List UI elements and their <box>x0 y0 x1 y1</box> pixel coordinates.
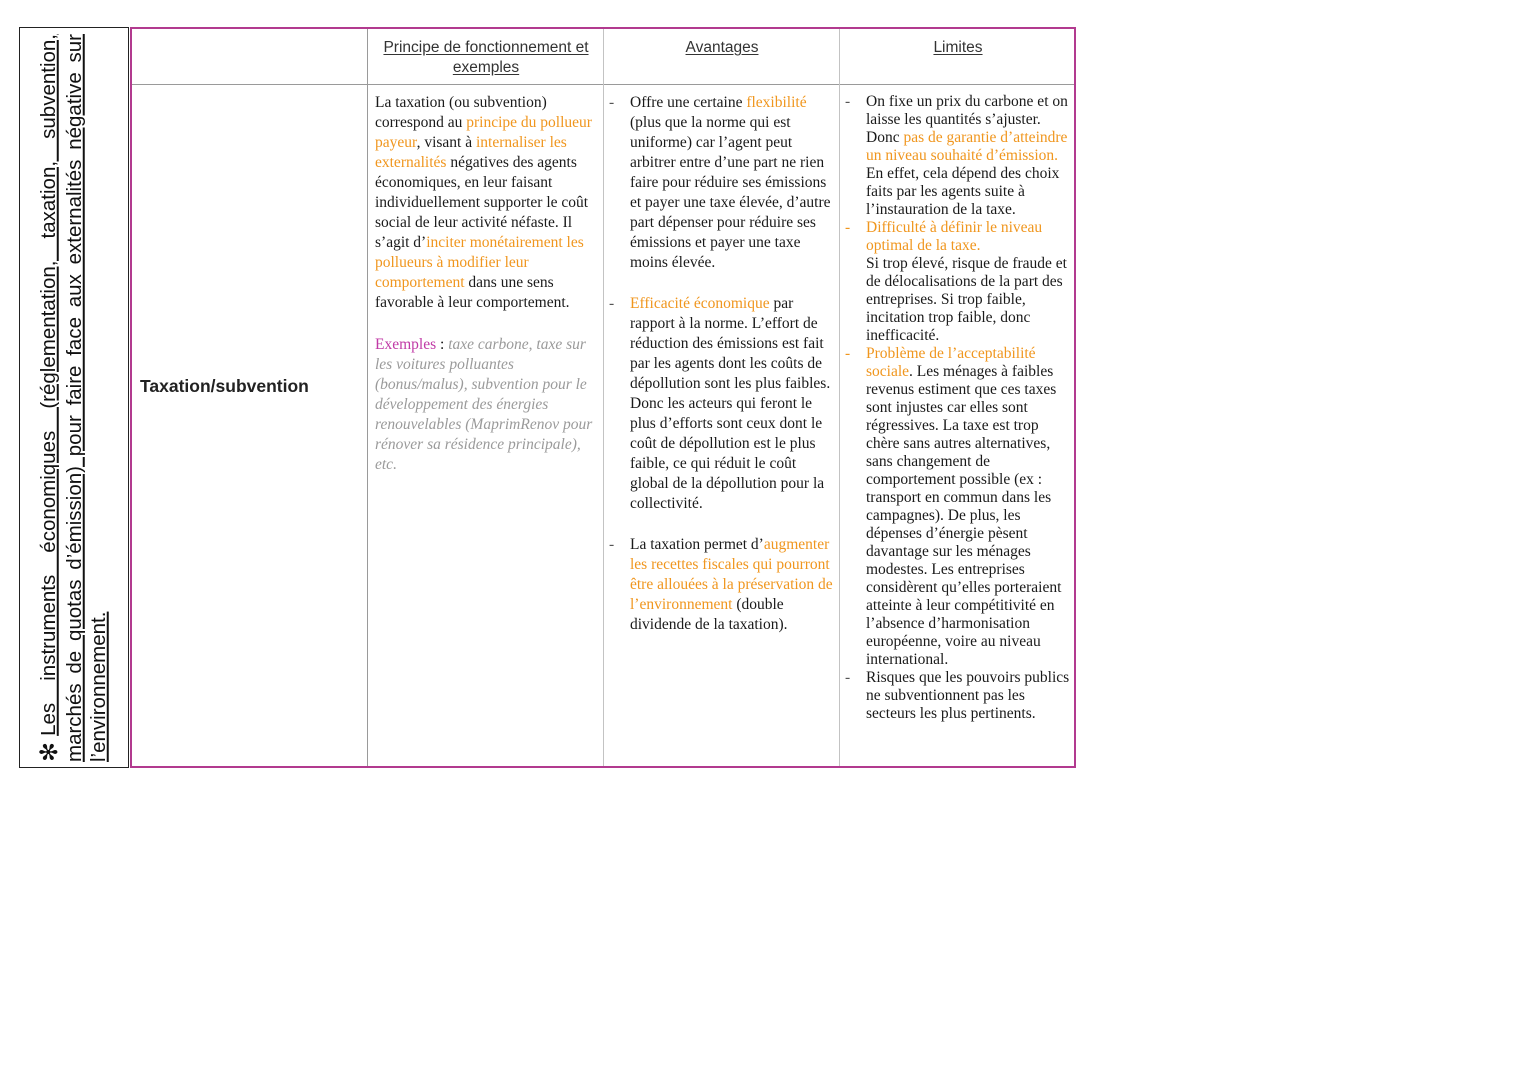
limit-text: Risques que les pouvoirs publics ne subventionnent pas les secteurs les plus pertinents. <box>866 669 1070 722</box>
bullet-dash: - <box>609 295 615 312</box>
advantage-highlight: flexibilité <box>746 94 807 111</box>
cell-limits <box>840 93 1072 723</box>
cell-advantages <box>604 93 834 635</box>
limit-text: . Les ménages à faibles revenus estiment que ces taxes sont injustes car elles sont régressives. La taxe est trop chère sans autres alternatives, sans changement de comportement possible (ex : transport en commun dans les campagnes). De plus, les dépenses d’énergie pèsent davantage sur les ménages modestes. Les entreprises considèrent qu’elles porteraient atteinte à leur compétitivité en l’absence d’harmonisation européenne, voire au niveau international. <box>866 363 1062 668</box>
principle-paragraph <box>375 93 597 313</box>
limit-text: En effet, cela dépend des choix faits par les agents suite à l’instauration de la taxe. <box>866 165 1060 218</box>
examples-text: taxe carbone, taxe sur les voitures polluantes (bonus/malus), subvention pour le développement des énergies renouvelables (MaprimRenov pour rénover sa résidence principale), etc. <box>375 336 593 473</box>
principle-text: , visant à <box>416 134 476 151</box>
side-note-panel <box>19 27 129 768</box>
bullet-dash: - <box>845 93 851 110</box>
advantage-text: La taxation permet d’ <box>630 536 764 553</box>
header-advantages: Avantages <box>685 39 759 56</box>
bullet-dash: - <box>845 669 851 686</box>
side-note-text-block <box>37 34 112 762</box>
limit-highlight: Difficulté à définir le niveau optimal de la taxe. <box>866 219 1043 254</box>
header-limits: Limites <box>933 39 983 56</box>
asterisk-icon: ✻ <box>35 741 63 762</box>
list-item <box>840 669 1072 723</box>
column-divider <box>367 29 368 766</box>
principle-text: La taxation (ou subvention) correspond au <box>375 94 547 131</box>
advantage-highlight: augmenter les recettes fiscales qui pourront être allouées à la préservation de l’environnement <box>630 536 833 613</box>
row-label-taxation: Taxation/subvention <box>140 376 309 396</box>
bullet-dash: - <box>845 219 851 236</box>
bullet-dash: - <box>609 94 615 111</box>
advantage-text: (plus que la norme qui est uniforme) car l’agent peut arbitrer entre d’une part ne rien faire pour réduire ses émissions et payer une taxe élevée, d’autre part dépenser pour réduire ses émissions et payer une taxe moins élevée. <box>630 114 831 271</box>
limit-text: Si trop élevé, risque de fraude et de délocalisations de la part des entreprises. Si trop faible, incitation trop faible, donc inefficacité. <box>866 255 1067 344</box>
principle-highlight: internaliser les externalités <box>375 134 567 171</box>
list-item <box>840 93 1072 219</box>
list-item <box>840 219 1072 345</box>
bullet-dash: - <box>609 536 615 553</box>
limit-highlight: Problème de l’acceptabilité sociale <box>866 345 1036 380</box>
advantage-highlight: Efficacité économique <box>630 295 770 312</box>
advantage-text: par rapport à la norme. L’effort de réduction des émissions est fait par les agents dont les coûts de dépollution sont les plus faibles. Donc les acteurs qui feront le plus d’efforts sont ceux dont le coût de dépollution est le plus faible, ce qui réduit le coût global de la dépollution pour la collectivité. <box>630 295 831 512</box>
principle-highlight: principe du pollueur payeur <box>375 114 592 151</box>
instruments-table <box>130 27 1076 768</box>
principle-highlight: inciter monétairement les pollueurs à modifier leur comportement <box>375 234 584 291</box>
limit-text: On fixe un prix du carbone et on laisse les quantités s’ajuster. Donc <box>866 93 1068 146</box>
header-principle: Principe de fonctionnement et exemples <box>383 39 589 76</box>
cell-principle <box>375 93 597 475</box>
side-note-heading: Les instruments économiques (réglementation, taxation, subvention, marchés de quotas d’émission) pour faire face aux externalités négative sur l’environnement. <box>36 33 110 762</box>
list-item <box>604 535 834 635</box>
list-item <box>604 294 834 514</box>
advantage-text: (double dividende de la taxation). <box>630 596 788 633</box>
examples-label: Exemples <box>375 336 437 353</box>
bullet-dash: - <box>845 345 851 362</box>
principle-text: négatives des agents économiques, en leur faisant individuellement supporter le coût social de leur activité néfaste. Il s’agit d’ <box>375 154 589 251</box>
advantage-text: Offre une certaine <box>630 94 747 111</box>
principle-text: dans une sens favorable à leur comportement. <box>375 274 570 311</box>
limit-highlight: pas de garantie d’atteindre un niveau souhaité d’émission. <box>866 129 1068 164</box>
list-item <box>604 93 834 273</box>
list-item <box>840 345 1072 669</box>
examples-paragraph <box>375 335 597 475</box>
examples-colon: : <box>436 336 449 353</box>
